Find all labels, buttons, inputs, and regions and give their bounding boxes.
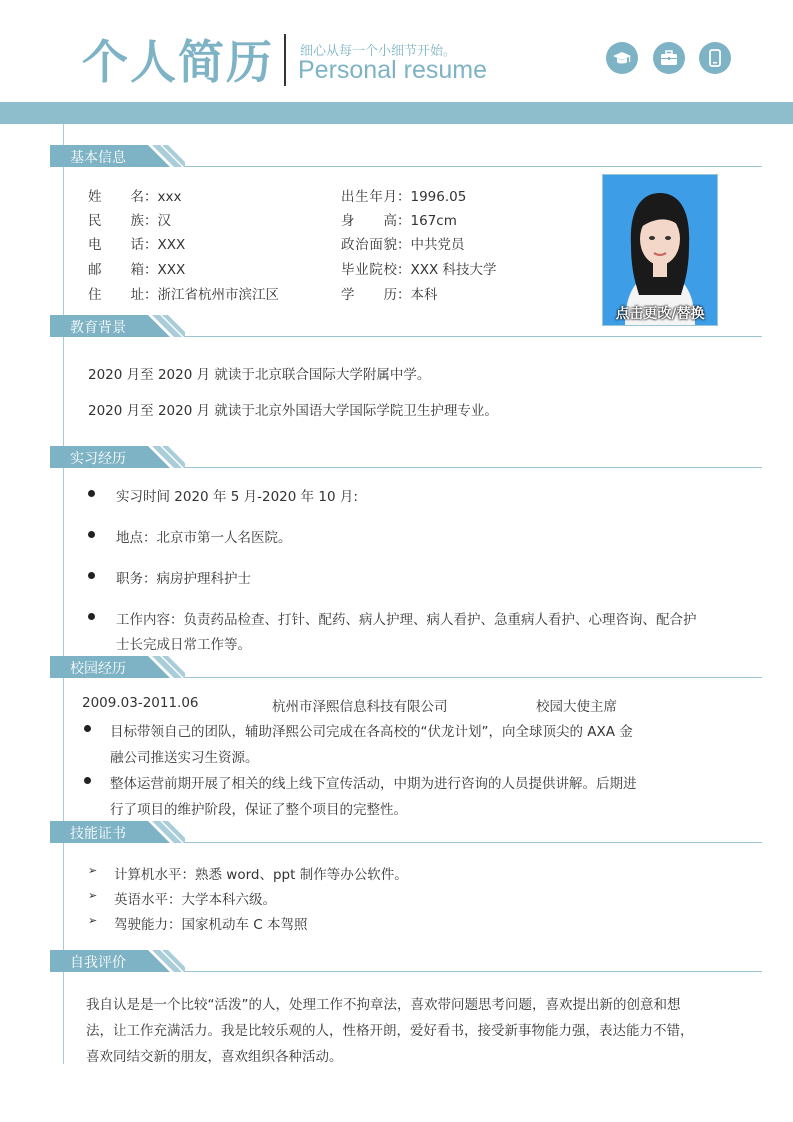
- timeline-line: [63, 124, 64, 1064]
- self-eval-line: 喜欢同结交新的朋友，喜欢组织各种活动。: [86, 1049, 343, 1065]
- campus-line: 目标带领自己的团队，辅助泽熙公司完成在各高校的“伏龙计划”，向全球顶尖的 AXA 金: [110, 724, 633, 740]
- section-divider: [185, 336, 762, 337]
- bullet-icon: [84, 725, 91, 732]
- arrow-bullet-icon: ➢: [88, 864, 98, 877]
- info-email: 邮箱：XXX: [88, 262, 186, 278]
- section-title: 教育背景: [70, 320, 126, 336]
- section-header-education: [50, 315, 185, 337]
- info-birth: 出生年月：1996.05: [341, 189, 467, 205]
- section-title: 基本信息: [70, 150, 126, 166]
- education-item: 2020 月至 2020 月 就读于北京联合国际大学附属中学。: [88, 367, 431, 383]
- campus-role: 校园大使主席: [536, 699, 617, 715]
- section-header-campus: [50, 656, 185, 678]
- bullet-icon: [88, 531, 95, 538]
- campus-period: 2009.03-2011.06: [82, 695, 199, 711]
- arrow-bullet-icon: ➢: [88, 889, 98, 902]
- info-height: 身高：167cm: [341, 213, 457, 229]
- section-divider: [185, 467, 762, 468]
- internship-item: 实习时间 2020 年 5 月-2020 年 10 月:: [116, 489, 358, 505]
- bullet-icon: [84, 777, 91, 784]
- bullet-icon: [88, 613, 95, 620]
- campus-line: 整体运营前期开展了相关的线上线下宣传活动，中期为进行咨询的人员提供讲解。后期进: [110, 776, 637, 792]
- internship-item: 工作内容：负责药品检查、打针、配药、病人护理、病人看护、急重病人看护、心理咨询、配合护: [116, 612, 697, 628]
- section-divider: [185, 971, 762, 972]
- section-title: 实习经历: [70, 451, 126, 467]
- section-title: 校园经历: [70, 661, 126, 677]
- info-degree: 学历：本科: [341, 287, 438, 303]
- internship-item: 地点：北京市第一人名医院。: [116, 530, 292, 546]
- section-divider: [185, 677, 762, 678]
- info-political: 政治面貌：中共党员: [341, 237, 465, 253]
- info-school: 毕业院校：XXX 科技大学: [341, 262, 497, 278]
- info-name: 姓名：xxx: [88, 189, 182, 205]
- photo-caption[interactable]: 点击更改/替换: [615, 306, 705, 322]
- self-eval-line: 我自认是是一个比较“活泼”的人，处理工作不拘章法，喜欢带问题思考问题，喜欢提出新的创意和想: [86, 997, 681, 1013]
- section-title: 自我评价: [70, 955, 126, 971]
- slogan: 细心从每一个小细节开始。: [300, 44, 457, 59]
- info-address: 住址：浙江省杭州市滨江区: [88, 287, 279, 303]
- arrow-bullet-icon: ➢: [88, 914, 98, 927]
- phone-icon: [699, 42, 731, 74]
- info-phone: 电话：XXX: [88, 237, 186, 253]
- section-title: 技能证书: [70, 826, 126, 842]
- section-divider: [185, 842, 762, 843]
- header-band: [0, 102, 793, 124]
- skill-item: 英语水平：大学本科六级。: [114, 892, 276, 908]
- section-header-internship: [50, 446, 185, 468]
- skill-item: 计算机水平：熟悉 word、ppt 制作等办公软件。: [114, 867, 408, 883]
- info-ethnicity: 民族：汉: [88, 213, 171, 229]
- education-item: 2020 月至 2020 月 就读于北京外国语大学国际学院卫生护理专业。: [88, 403, 498, 419]
- internship-item: 职务：病房护理科护士: [116, 571, 251, 587]
- bullet-icon: [88, 572, 95, 579]
- campus-line: 行了项目的维护阶段，保证了整个项目的完整性。: [110, 802, 407, 818]
- section-divider: [185, 166, 762, 167]
- skill-item: 驾驶能力：国家机动车 C 本驾照: [114, 917, 308, 933]
- page-subtitle: Personal resume: [298, 56, 487, 84]
- page-title: 个人简历: [82, 35, 274, 89]
- briefcase-icon: [653, 42, 685, 74]
- bullet-icon: [88, 490, 95, 497]
- self-eval-line: 法，让工作充满活力。我是比较乐观的人，性格开朗，爱好看书，接受新事物能力强，表达能力不错，: [86, 1023, 694, 1039]
- campus-company: 杭州市泽熙信息科技有限公司: [272, 699, 448, 715]
- campus-line: 融公司推送实习生资源。: [110, 750, 259, 766]
- internship-item: 士长完成日常工作等。: [116, 637, 251, 653]
- profile-photo[interactable]: [602, 174, 718, 326]
- section-header-self-eval: [50, 950, 185, 972]
- title-divider: [284, 34, 286, 86]
- section-header-basic: [50, 145, 185, 167]
- graduation-cap-icon: [606, 42, 638, 74]
- section-header-skills: [50, 821, 185, 843]
